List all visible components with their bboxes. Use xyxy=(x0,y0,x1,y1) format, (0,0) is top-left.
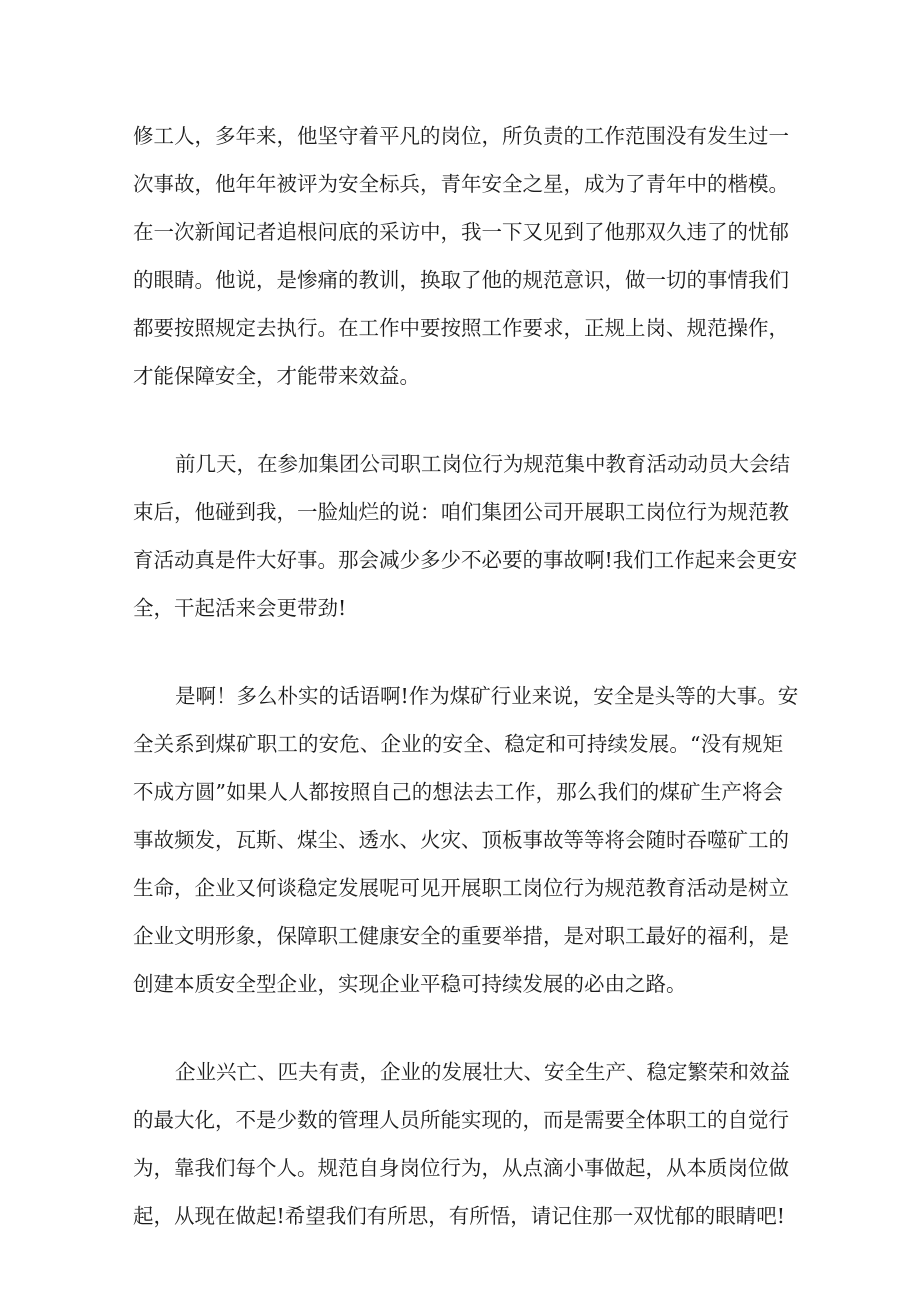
text-line: 生命，企业又何谈稳定发展呢可见开展职工岗位行为规范教育活动是树立 xyxy=(133,876,789,900)
paragraph-1 xyxy=(133,112,789,400)
text-line: 的最大化，不是少数的管理人员所能实现的，而是需要全体职工的自觉行 xyxy=(133,1108,789,1132)
text-line: 修工人，多年来，他坚守着平凡的岗位，所负责的工作范围没有发生过一 xyxy=(133,124,789,148)
text-line: 束后，他碰到我，一脸灿烂的说：咱们集团公司开展职工岗位行为规范教 xyxy=(133,500,789,524)
text-line: 企业文明形象，保障职工健康安全的重要举措，是对职工最好的福利，是 xyxy=(133,924,789,948)
text-line: 全，干起活来会更带劲! xyxy=(133,596,347,620)
text-line: 起，从现在做起!希望我们有所思，有所悟，请记住那一双忧郁的眼睛吧! xyxy=(133,1204,785,1228)
text-line: 育活动真是件大好事。那会减少多少不必要的事故啊!我们工作起来会更安 xyxy=(133,548,798,572)
text-line: 企业兴亡、匹夫有责，企业的发展壮大、安全生产、稳定繁荣和效益 xyxy=(175,1060,790,1084)
text-line: 事故频发，瓦斯、煤尘、透水、火灾、顶板事故等等将会随时吞噬矿工的 xyxy=(133,828,789,852)
text-line: 创建本质安全型企业，实现企业平稳可持续发展的必由之路。 xyxy=(133,972,687,996)
text-line: 的眼睛。他说，是惨痛的教训，换取了他的规范意识，做一切的事情我们 xyxy=(133,268,789,292)
text-line: 为，靠我们每个人。规范自身岗位行为，从点滴小事做起，从本质岗位做 xyxy=(133,1156,789,1180)
text-line: 在一次新闻记者追根问底的采访中，我一下又见到了他那双久违了的忧郁 xyxy=(133,220,789,244)
text-line: 都要按照规定去执行。在工作中要按照工作要求，正规上岗、规范操作， xyxy=(133,316,789,340)
text-line: 不成方圆”如果人人都按照自己的想法去工作，那么我们的煤矿生产将会 xyxy=(133,780,783,804)
text-line: 是啊！多么朴实的话语啊!作为煤矿行业来说，安全是头等的大事。安 xyxy=(175,684,799,708)
text-line: 前几天，在参加集团公司职工岗位行为规范集中教育活动动员大会结 xyxy=(175,452,790,476)
paragraph-2 xyxy=(133,440,798,632)
paragraph-3 xyxy=(133,672,799,1008)
text-line: 才能保障安全，才能带来效益。 xyxy=(133,364,420,388)
paragraph-4 xyxy=(133,1048,790,1240)
document-body xyxy=(133,112,799,1280)
text-line: 全关系到煤矿职工的安危、企业的安全、稳定和可持续发展。“没有规矩 xyxy=(133,732,783,756)
text-line: 次事故，他年年被评为安全标兵，青年安全之星，成为了青年中的楷模。 xyxy=(133,172,789,196)
